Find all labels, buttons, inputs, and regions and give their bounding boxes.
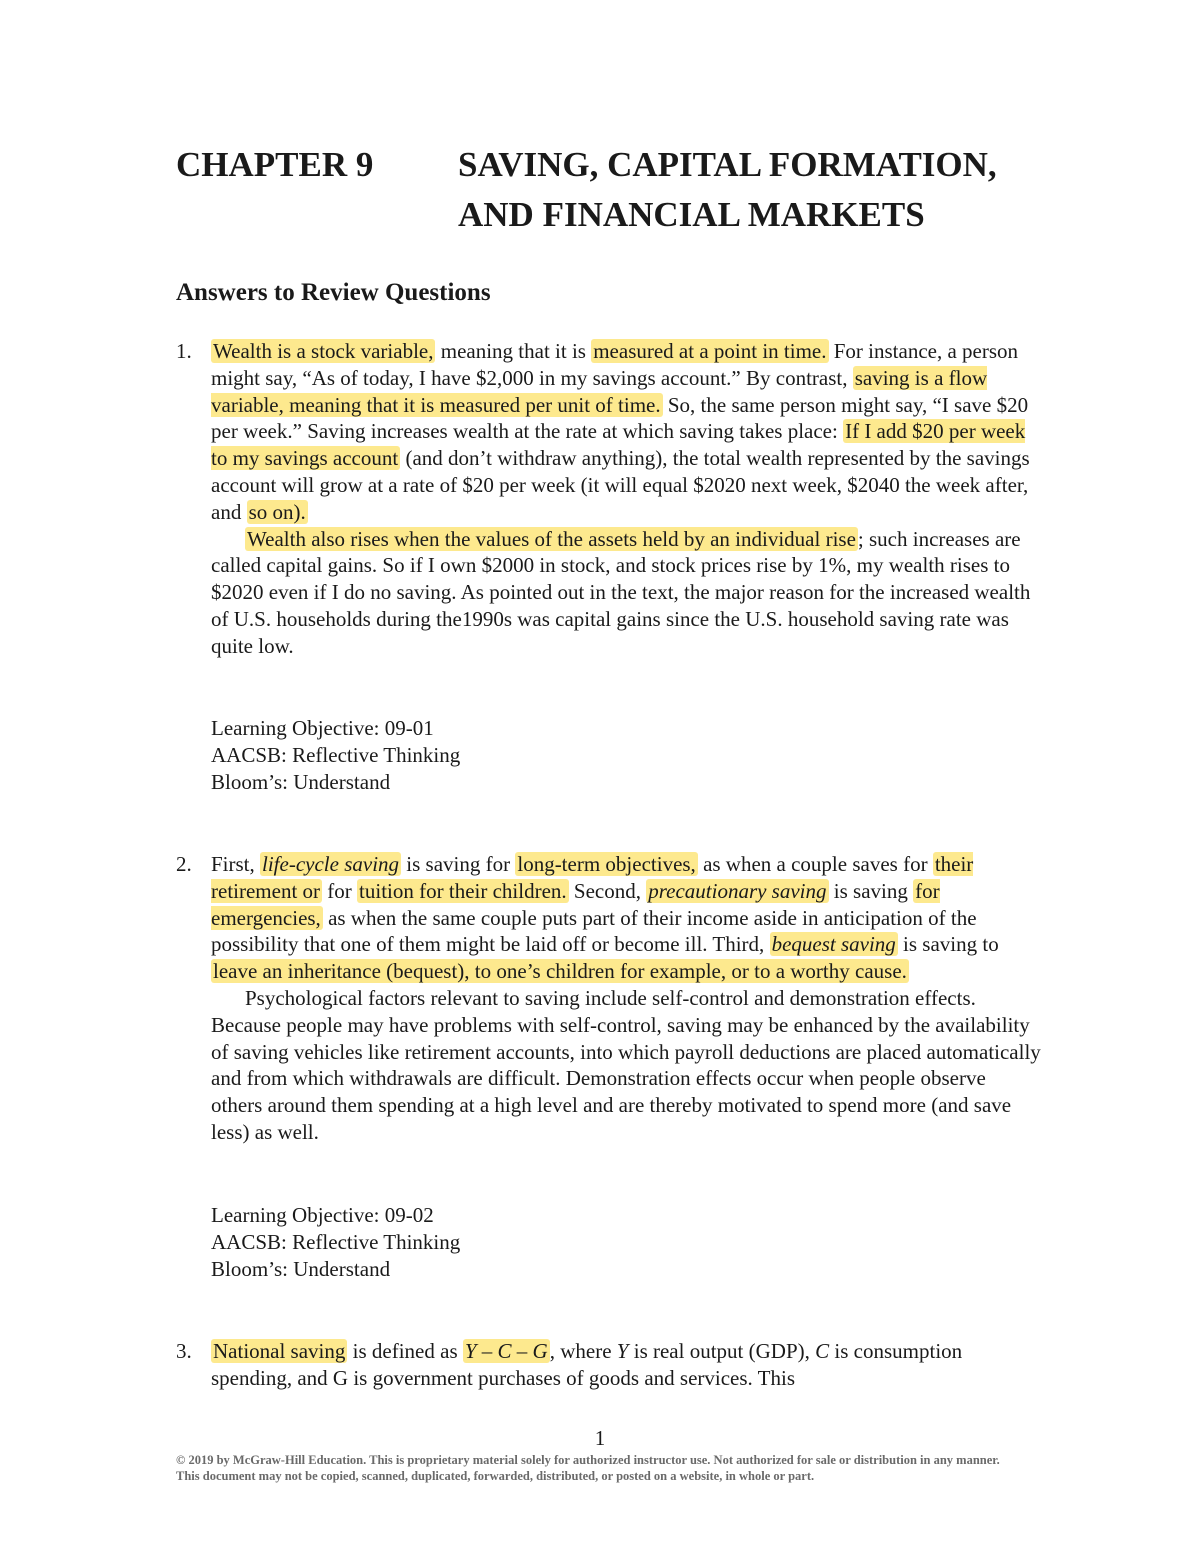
highlighted-text: If I add $20 per week to my savings account — [211, 419, 1026, 471]
answer-3-paragraph-1 — [211, 1338, 1041, 1392]
copyright-notice: © 2019 by McGraw-Hill Education. This is proprietary material solely for authorized instructor use. Not authorized for sale or distribution in any manner. This document may not be copied, scanned, duplicated, forwarded, distributed, or posted on a website, in whole or part. — [176, 1453, 1000, 1483]
highlighted-text: tuition for their children. — [359, 878, 567, 903]
blooms-tag: Bloom’s: Understand — [211, 770, 391, 794]
answer-3-number: 3. — [176, 1339, 192, 1363]
answer-2-paragraph-1 — [211, 851, 1041, 985]
answer-1-body — [211, 338, 1041, 660]
chapter-title-line2: AND FINANCIAL MARKETS — [458, 195, 925, 234]
text-run: as when a couple saves for — [697, 852, 933, 876]
text-run: as when the same couple puts part of their income aside in anticipation of the possibility that one of them might be laid off or become ill. Third, — [211, 905, 977, 957]
text-run: is real output (GDP), — [628, 1339, 816, 1363]
page-number: 1 — [594, 1426, 606, 1450]
highlighted-term: life-cycle saving — [262, 852, 400, 876]
highlighted-text: National saving — [213, 1339, 346, 1363]
highlighted-term: bequest saving — [771, 932, 896, 957]
highlighted-text: for emergencies, — [211, 878, 940, 930]
text-run: meaning that it is — [435, 339, 592, 363]
text-run: is defined as — [347, 1339, 463, 1363]
highlighted-text: measured at a point in time. — [593, 339, 827, 363]
answer-2-paragraph-2 — [211, 985, 1041, 1146]
answer-3-body — [211, 1338, 1041, 1392]
highlighted-text: so on). — [248, 499, 306, 524]
text-run: is saving for — [401, 852, 516, 876]
text-run: ; such increases are called capital gains. So if I own $2000 in stock, and stock prices rise by 1%, my wealth rises to $2020 even if I do no saving. As pointed out in the text, the major reason for the increased wealth of U.S. households during the1990s was capital gains since the U.S. household saving rate was quite low. — [211, 526, 1031, 658]
blooms-tag: Bloom’s: Understand — [211, 1257, 391, 1281]
learning-objective: Learning Objective: 09-01 — [211, 716, 434, 740]
answer-1-paragraph-2 — [211, 526, 1041, 660]
text-run: Y — [616, 1339, 629, 1363]
text-run: , where — [549, 1339, 617, 1363]
text-run: First, — [211, 852, 261, 876]
highlighted-text: leave an inheritance (bequest), to one’s children for example, or to a worthy cause. — [213, 959, 907, 984]
highlighted-text: their retirement or — [211, 852, 974, 903]
highlighted-term: Y – C – G — [464, 1339, 548, 1363]
highlighted-text: Wealth is a stock variable, — [213, 339, 434, 363]
text-run: is saving to — [897, 932, 999, 957]
chapter-number: CHAPTER 9 — [176, 145, 374, 184]
text-run: For instance, a person might say, “As of today, I have $2,000 in my savings account.” By contrast, — [211, 339, 1019, 390]
text-run: is consumption spending, and G is government purchases of goods and services. This — [211, 1339, 963, 1390]
learning-objective: Learning Objective: 09-02 — [211, 1203, 434, 1227]
text-run: Psychological factors relevant to saving include self-control and demonstration effects. Because people may have problems with self-control, saving may be enhanced by the availability of saving vehicles like retirement accounts, into which payroll deductions are placed automatically and from which withdrawals are difficult. Demonstration effects occur when people observe others around them spending at a high level and are thereby motivated to spend more (and save less) as well. — [211, 985, 1041, 1144]
answer-2-body — [211, 851, 1041, 1146]
text-run: (and don’t withdraw anything), the total wealth represented by the savings account will grow at a rate of $20 per week (it will equal $2020 next week, $2040 the week after, and — [211, 446, 1030, 524]
section-heading: Answers to Review Questions — [176, 279, 491, 306]
text-run: C — [815, 1339, 830, 1363]
aacsb-tag: AACSB: Reflective Thinking — [211, 743, 461, 767]
answer-1-paragraph-1 — [211, 338, 1041, 526]
highlighted-term: precautionary saving — [648, 878, 827, 903]
answer-1-metadata — [211, 715, 460, 796]
text-run: So, the same person might say, “I save $20 per week.” Saving increases wealth at the rate at which saving takes place: — [211, 392, 1029, 444]
text-run: is saving — [828, 878, 914, 903]
answer-2-number: 2. — [176, 852, 192, 876]
aacsb-tag: AACSB: Reflective Thinking — [211, 1230, 461, 1254]
answer-1-number: 1. — [176, 339, 192, 363]
text-run: for — [322, 878, 358, 903]
answer-2-metadata — [211, 1202, 460, 1283]
highlighted-text: saving is a flow variable, meaning that it is measured per unit of time. — [211, 365, 988, 417]
highlighted-text: Wealth also rises when the values of the assets held by an individual rise — [247, 526, 856, 551]
highlighted-text: long-term objectives, — [517, 852, 696, 876]
chapter-title-line1: SAVING, CAPITAL FORMATION, — [458, 145, 997, 184]
text-run: Second, — [568, 878, 647, 903]
